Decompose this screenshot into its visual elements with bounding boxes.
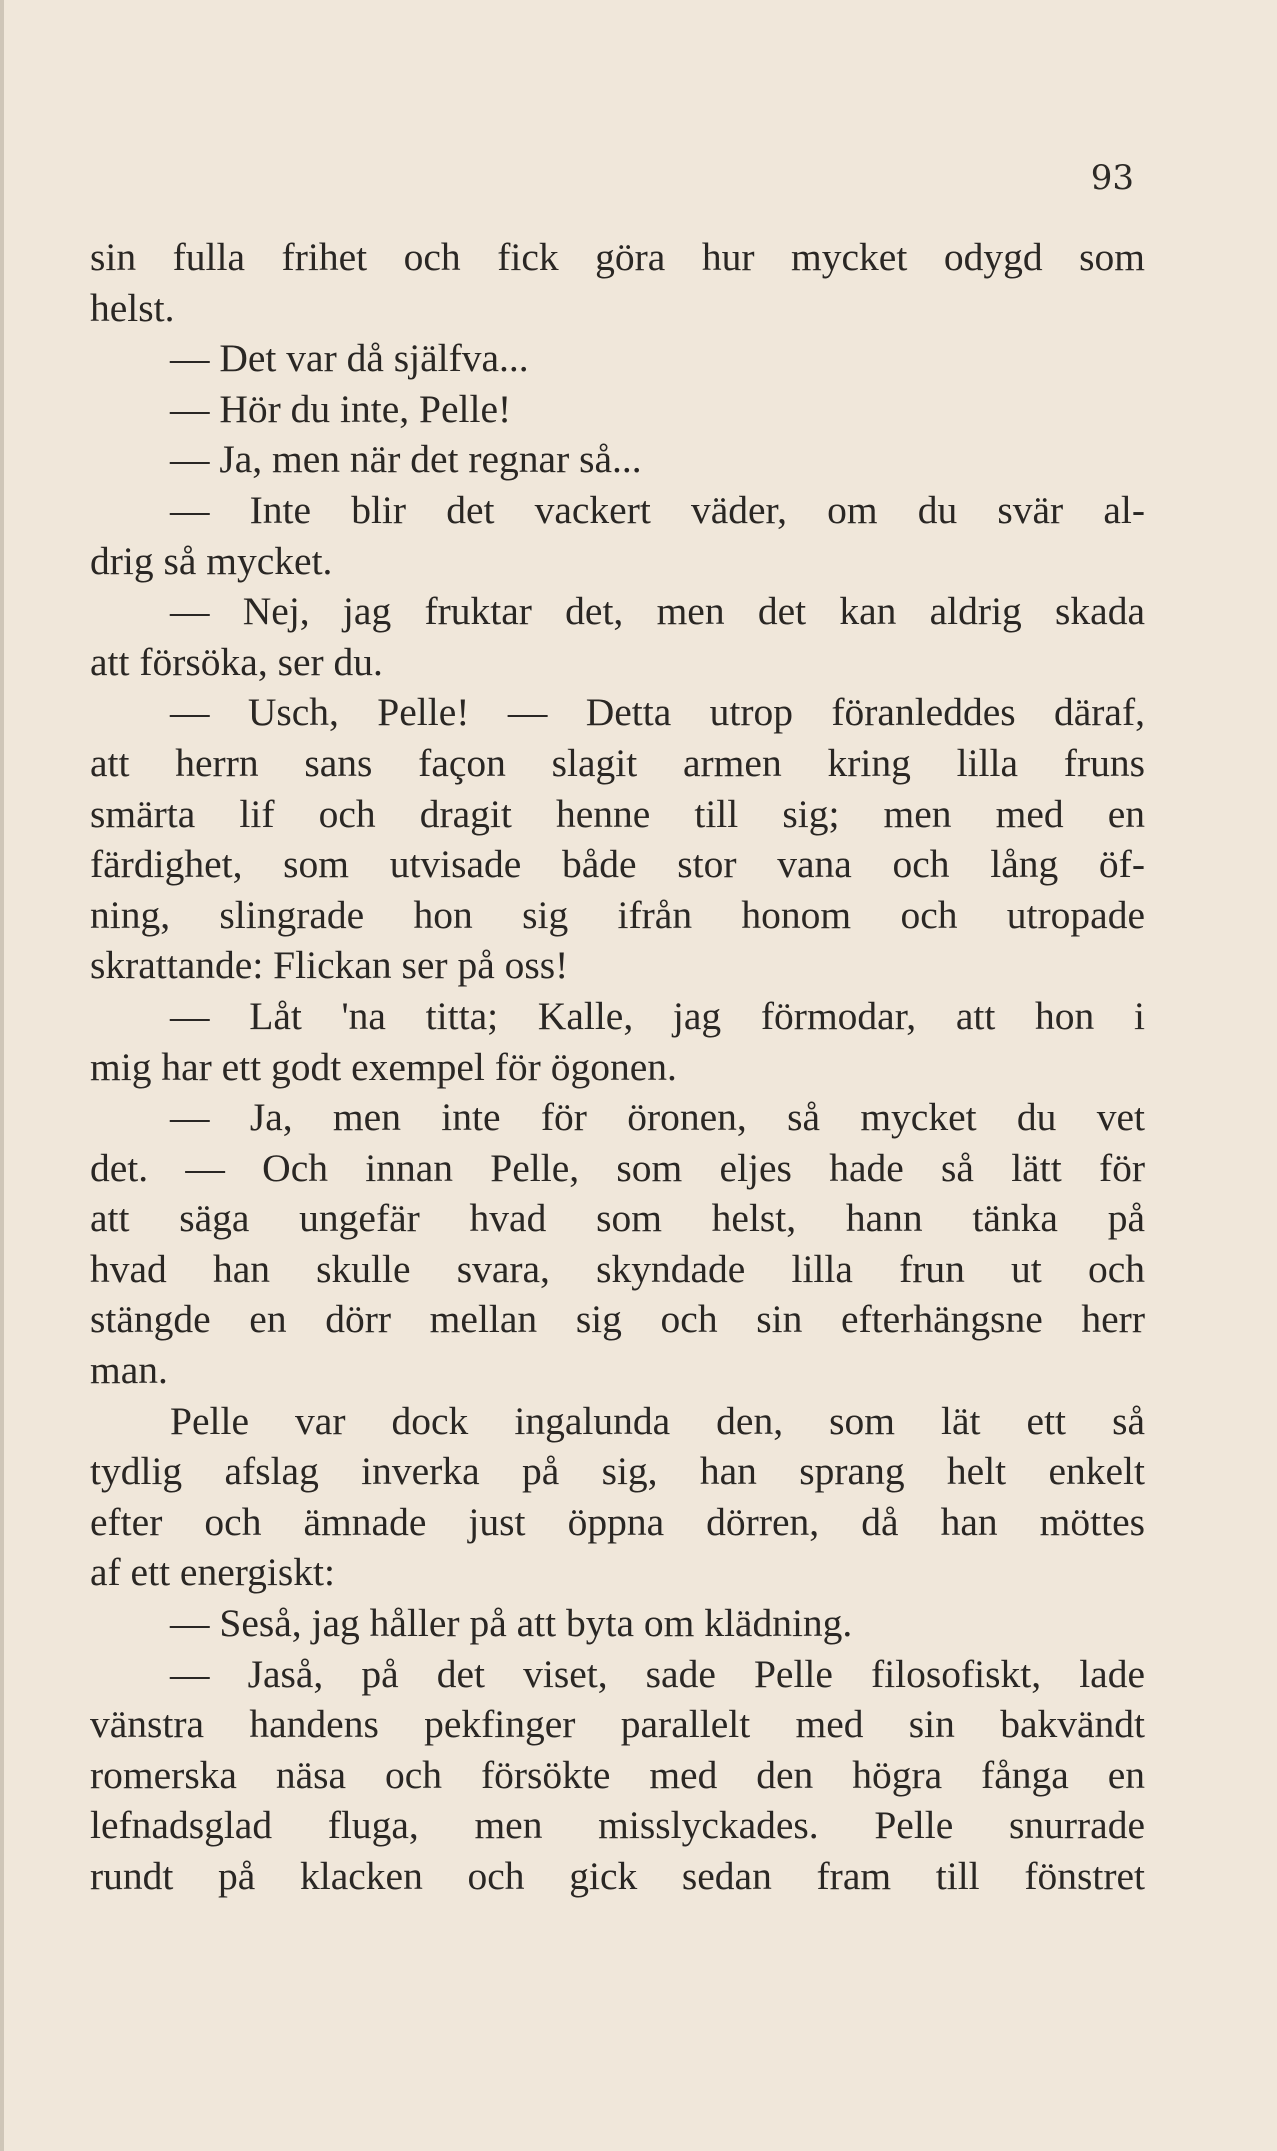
text-line: sin fulla frihet och fick göra hur mycket odygd som — [90, 235, 1145, 279]
text-line: att försöka, ser du. — [90, 639, 383, 684]
text-line: Pelle var dock ingalunda den, som lät ett så — [170, 1398, 1145, 1443]
text-line: man. — [90, 1348, 168, 1393]
text-line: — Det var då själfva... — [170, 336, 529, 381]
text-line: rundt på klacken och gick sedan fram till fönstret — [90, 1854, 1145, 1898]
page-number: 93 — [1090, 158, 1134, 198]
text-line: romerska näsa och försökte med den högra fånga en — [90, 1752, 1145, 1797]
text-line: drig så mycket. — [90, 538, 333, 583]
text-line: smärta lif och dragit henne till sig; men med en — [90, 791, 1145, 836]
text-line: stängde en dörr mellan sig och sin efterhängsne herr — [90, 1297, 1145, 1342]
text-line: skrattande: Flickan ser på oss! — [90, 943, 569, 988]
text-line: det. — Och innan Pelle, som eljes hade så lätt för — [90, 1145, 1145, 1190]
text-line: lefnadsglad fluga, men misslyckades. Pelle snurrade — [90, 1803, 1145, 1848]
text-line: — Jaså, på det viset, sade Pelle filosofiskt, lade — [170, 1651, 1145, 1696]
text-line: att herrn sans façon slagit armen kring lilla fruns — [90, 740, 1145, 785]
text-line: helst. — [90, 285, 175, 330]
text-line: — Nej, jag fruktar det, men det kan aldrig skada — [170, 589, 1145, 634]
text-line: — Ja, men när det regnar så... — [170, 437, 642, 482]
text-line: tydlig afslag inverka på sig, han sprang helt enkelt — [90, 1449, 1145, 1494]
text-line: hvad han skulle svara, skyndade lilla frun ut och — [90, 1246, 1145, 1291]
text-line: färdighet, som utvisade både stor vana och lång öf- — [90, 842, 1145, 887]
text-line: — Låt 'na titta; Kalle, jag förmodar, att hon i — [170, 993, 1145, 1038]
text-line: — Inte blir det vackert väder, om du svär al- — [170, 487, 1145, 532]
text-line: af ett energiskt: — [90, 1550, 335, 1595]
body-text — [90, 232, 1145, 1902]
text-line: efter och ämnade just öppna dörren, då han möttes — [90, 1499, 1145, 1544]
text-line: — Seså, jag håller på att byta om klädning. — [170, 1601, 853, 1646]
text-line: — Usch, Pelle! — Detta utrop föranleddes däraf, — [170, 690, 1145, 735]
text-line: att säga ungefär hvad som helst, hann tänka på — [90, 1196, 1145, 1241]
text-line: — Ja, men inte för öronen, så mycket du vet — [170, 1095, 1145, 1140]
text-line: — Hör du inte, Pelle! — [170, 386, 512, 431]
text-line: mig har ett godt exempel för ögonen. — [90, 1044, 677, 1089]
text-line: vänstra handens pekfinger parallelt med sin bakvändt — [90, 1702, 1145, 1747]
text-line: ning, slingrade hon sig ifrån honom och utropade — [90, 892, 1145, 937]
